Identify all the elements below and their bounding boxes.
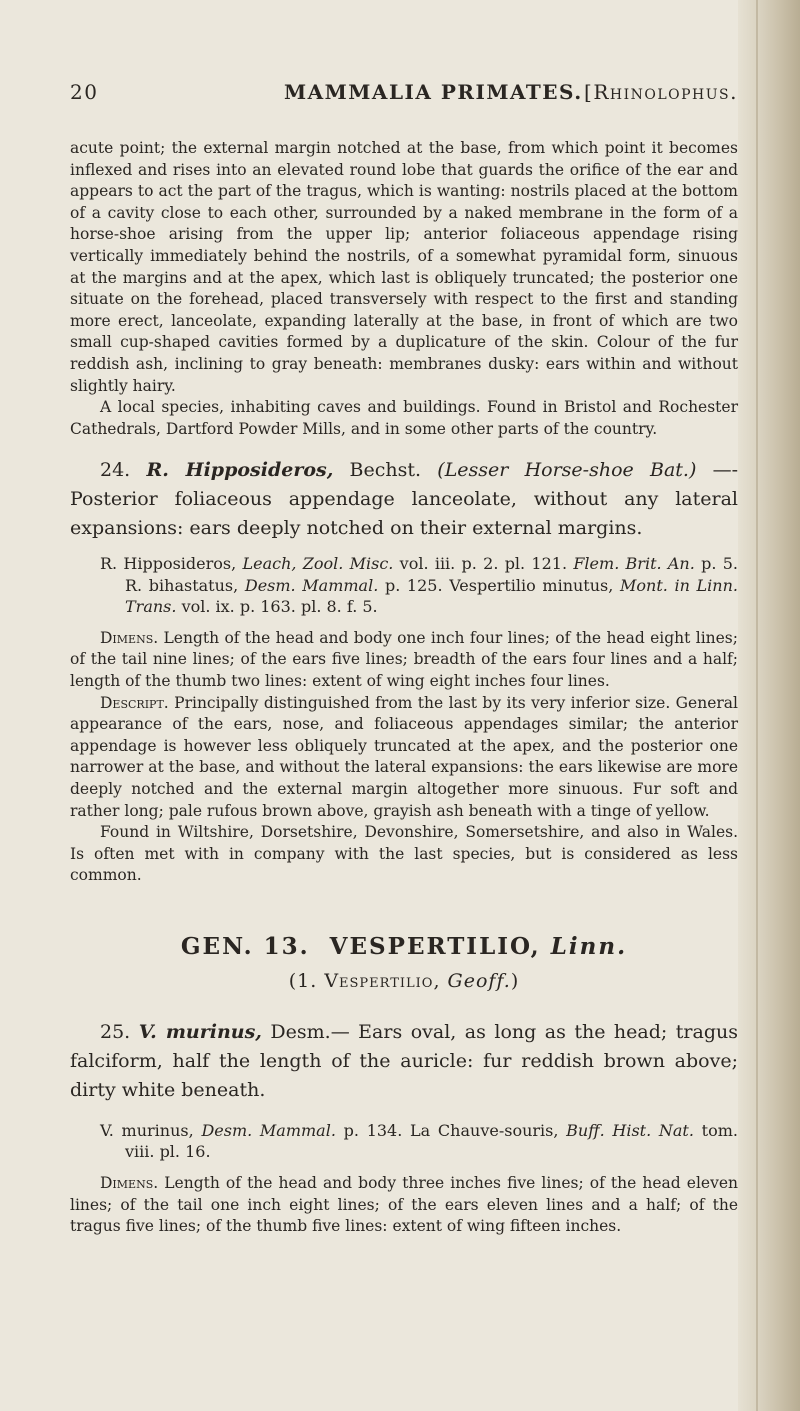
synonym: La Chauve-souris, bbox=[410, 1120, 559, 1140]
synonym-ref: vol. iii. p. 2. pl. 121. bbox=[399, 554, 568, 574]
synonym: V. murinus, bbox=[100, 1120, 194, 1140]
species-24-description bbox=[70, 693, 738, 823]
synonym-source: Leach, Zool. Misc. bbox=[242, 554, 394, 574]
subgenus-close: ) bbox=[510, 969, 520, 992]
synonym-ref: p. 125. bbox=[384, 575, 443, 595]
subgenus-number: (1. bbox=[288, 969, 318, 992]
species-name: R. Hipposideros, bbox=[146, 459, 334, 482]
subgenus-name: Vespertilio, bbox=[324, 969, 441, 992]
genus-label: GEN. 13. bbox=[180, 932, 310, 960]
subgenus-author: Geoff. bbox=[447, 969, 511, 992]
paragraph-description-continued: acute point; the external margin notched at the base, from which point it becomes inflexed and rises into an elevated round lobe that guards the orifice of the ear and appears to act the part of the tragus, which is wanting: nostrils placed at the bottom of a cavity close to each other, surrounded by a naked membrane in the form of a horse-shoe arising from the upper lip; anterior foliaceous appendage rising vertically immediately behind the nostrils, of a somewhat pyramidal form, sinuous at the margins and at the apex, which last is obliquely truncated; the posterior one situate on the forehead, placed transversely with respect to the first and standing more erect, lanceolate, expanding laterally at the base, in front of which are two small cup-shaped cavities formed by a duplicature of the skin. Colour of the fur reddish ash, inclining to gray beneath: membranes dusky: ears within and without slightly hairy. bbox=[70, 139, 738, 395]
synonym-source: Mont. in Linn. Trans. bbox=[125, 575, 738, 617]
dimens-label: Dimens. bbox=[100, 628, 159, 647]
species-number: 25. bbox=[100, 1020, 131, 1043]
synonym-ref: vol. ix. p. 163. pl. 8. f. 5. bbox=[181, 597, 378, 617]
species-25-entry bbox=[70, 1018, 738, 1105]
species-24-dimensions bbox=[70, 628, 738, 693]
page-number: 20 bbox=[70, 80, 99, 104]
synonym-source: Buff. Hist. Nat. bbox=[566, 1120, 694, 1140]
species-diagnosis: —-Posterior foliaceous appendage lanceolate, without any lateral expansions: ears deeply notched on their external margins. bbox=[70, 459, 738, 540]
species-name: V. murinus, bbox=[138, 1020, 262, 1043]
genus-name: VESPERTILIO, bbox=[329, 932, 541, 960]
species-number: 24. bbox=[100, 459, 131, 482]
page-text bbox=[70, 80, 738, 1238]
species-author: Bechst. bbox=[349, 459, 422, 482]
synonym: R. bihastatus, bbox=[125, 575, 239, 595]
synonym-ref: tom. viii. pl. 16. bbox=[125, 1120, 738, 1162]
descript-text: Principally distinguished from the last by its very inferior size. General appearance of the ears, nose, and foliaceous appendages similar; the anterior appendage is however less obliquely truncated at the apex, and the posterior one narrower at the base, and without the lateral expansions: the ears likewise are more deeply notched and the external margin altogether more sinuous. Fur soft and rather long; pale rufous brown above, grayish ash beneath with a tinge of yellow. bbox=[70, 693, 738, 820]
running-title: MAMMALIA PRIMATES. bbox=[284, 80, 583, 104]
synonym: Vespertilio minutus, bbox=[449, 575, 614, 595]
dimens-label: Dimens. bbox=[100, 1173, 159, 1192]
page-edge bbox=[738, 0, 800, 1411]
species-24-entry bbox=[70, 456, 738, 543]
descript-label: Descript. bbox=[100, 693, 169, 712]
dimens-text: Length of the head and body three inches five lines; of the head eleven lines; of the tail one inch eight lines; of the ears eleven lines and a half; of the tragus five lines; of the thumb five lines: extent of wing fifteen inches. bbox=[70, 1173, 738, 1236]
subgenus-heading bbox=[70, 970, 738, 992]
synonym-source: Desm. Mammal. bbox=[244, 575, 379, 595]
common-name: (Lesser Horse-shoe Bat.) bbox=[437, 459, 697, 482]
genus-author: Linn. bbox=[550, 932, 628, 960]
synonym-ref: p. 134. bbox=[343, 1120, 403, 1140]
paragraph-habitat: A local species, inhabiting caves and buildings. Found in Bristol and Rochester Cathedrals, Dartford Powder Mills, and in some other parts of the country. bbox=[70, 398, 738, 438]
synonym: R. Hipposideros, bbox=[100, 554, 237, 574]
synonym-source: Flem. Brit. An. bbox=[573, 554, 695, 574]
synonym-source: Desm. Mammal. bbox=[201, 1120, 336, 1140]
species-diagnosis: Desm.— Ears oval, as long as the head; tragus falciform, half the length of the auricle: fur reddish brown above; dirty white beneath. bbox=[70, 1020, 738, 1101]
species-25-synonymy bbox=[100, 1120, 738, 1163]
synonym-ref: p. 5. bbox=[701, 554, 738, 574]
running-head bbox=[70, 80, 738, 120]
section-title: [Rhinolophus. bbox=[584, 80, 738, 104]
species-24-localities: Found in Wiltshire, Dorsetshire, Devonshire, Somersetshire, and also in Wales. Is often met with in company with the last species, but is considered as less common. bbox=[70, 823, 738, 885]
genus-heading bbox=[70, 933, 738, 960]
species-25-dimensions bbox=[70, 1173, 738, 1238]
species-24-synonymy bbox=[100, 553, 738, 618]
dimens-text: Length of the head and body one inch four lines; of the head eight lines; of the tail nine lines; of the ears five lines; breadth of the ears four lines and a half; length of the thumb two lines: extent of wing eight inches four lines. bbox=[70, 628, 738, 690]
